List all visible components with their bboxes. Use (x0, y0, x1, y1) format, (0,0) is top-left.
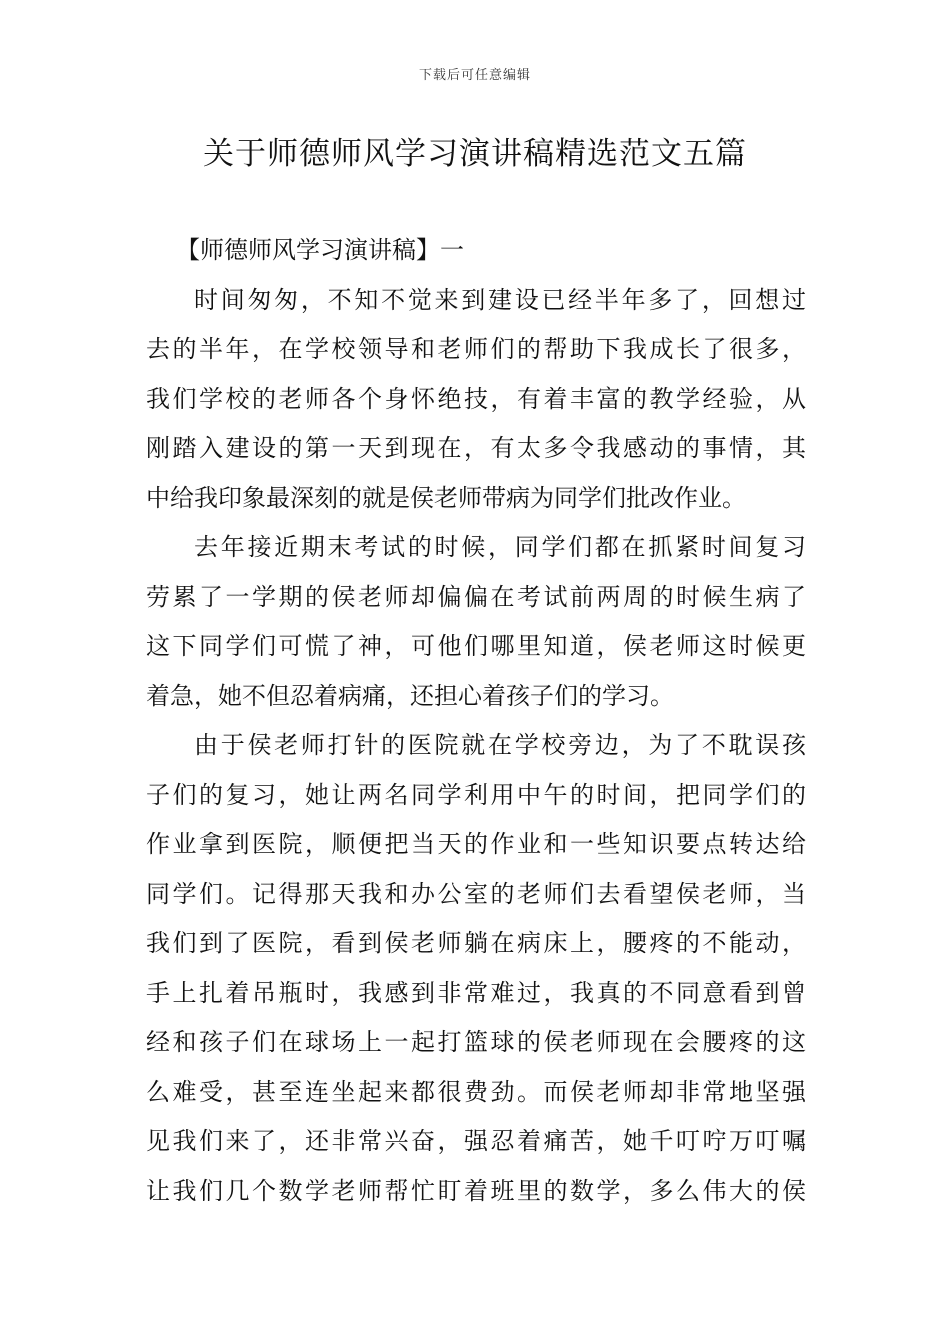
paragraph-line: 手上扎着吊瓶时，我感到非常难过，我真的不同意看到曾 (146, 978, 806, 1007)
paragraph-line: 我们学校的老师各个身怀绝技，有着丰富的教学经验，从 (146, 384, 806, 413)
paragraph-line: 刚踏入建设的第一天到现在，有太多令我感动的事情，其 (146, 434, 806, 462)
document-title: 关于师德师风学习演讲稿精选范文五篇 (203, 136, 747, 172)
document-body (146, 226, 806, 1216)
paragraph-line: 同学们。记得那天我和办公室的老师们去看望侯老师，当 (146, 879, 806, 908)
paragraph-line: 时间匆匆，不知不觉来到建设已经半年多了，回想过 (194, 285, 806, 314)
paragraph-line: 么难受，甚至连坐起来都很费劲。而侯老师却非常地坚强 (146, 1077, 806, 1106)
paragraph-line: 让我们几个数学老师帮忙盯着班里的数学，多么伟大的侯 (146, 1176, 806, 1205)
paragraph-line: 这下同学们可慌了神，可他们哪里知道，侯老师这时候更 (146, 632, 806, 660)
paragraph-line: 由于侯老师打针的医院就在学校旁边，为了不耽误孩 (194, 731, 806, 759)
paragraph-line: 子们的复习，她让两名同学利用中午的时间，把同学们的 (146, 780, 806, 809)
paragraph-line: 经和孩子们在球场上一起打篮球的侯老师现在会腰疼的这 (146, 1028, 806, 1056)
paragraph-line: 劳累了一学期的侯老师却偏偏在考试前两周的时候生病了 (146, 582, 806, 611)
header-note: 下载后可任意编辑 (418, 68, 531, 83)
section-heading: 【师德师风学习演讲稿】一 (176, 236, 464, 264)
paragraph-line: 中给我印象最深刻的就是侯老师带病为同学们批改作业。 (146, 483, 746, 512)
paragraph-line: 作业拿到医院，顺便把当天的作业和一些知识要点转达给 (146, 830, 806, 858)
paragraph-line: 去年接近期末考试的时候，同学们都在抓紧时间复习 (194, 533, 806, 561)
paragraph-line: 去的半年，在学校领导和老师们的帮助下我成长了很多， (146, 335, 806, 363)
paragraph-line: 见我们来了，还非常兴奋，强忍着痛苦，她千叮咛万叮嘱 (146, 1127, 806, 1155)
paragraph-line: 我们到了医院，看到侯老师躺在病床上，腰疼的不能动， (146, 929, 806, 957)
paragraph-line: 着急，她不但忍着病痛，还担心着孩子们的学习。 (146, 681, 674, 710)
